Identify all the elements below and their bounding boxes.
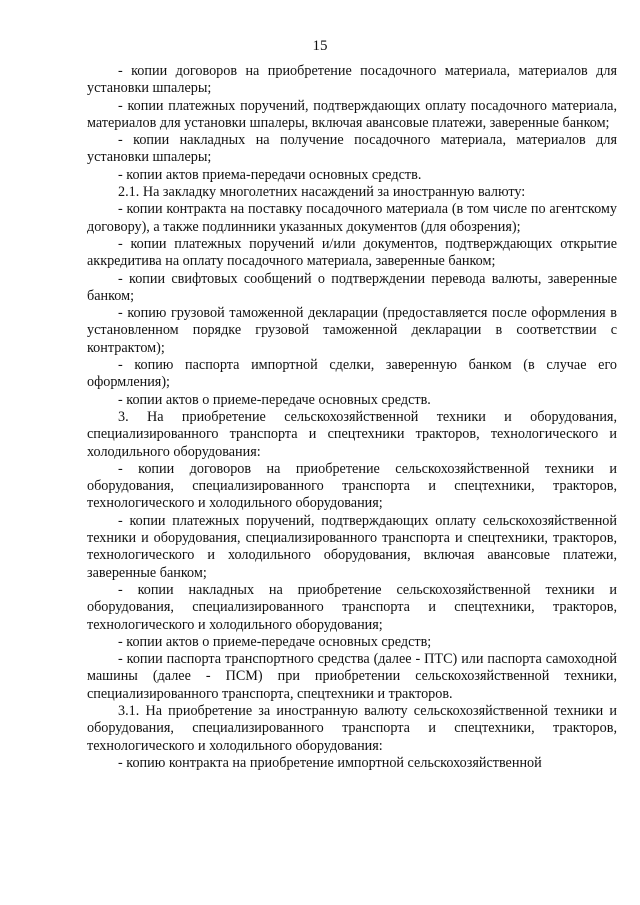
paragraph: - копии паспорта транспортного средства (далее - ПТС) или паспорта самоходной машины (далее - ПСМ) при приобретении сельскохозяйственной техники, специализированного транспорта, спецтехники и тракторов. <box>87 651 617 702</box>
paragraph: - копию паспорта импортной сделки, заверенную банком (в случае его оформления); <box>87 357 617 391</box>
paragraph: - копию контракта на приобретение импортной сельскохозяйственной <box>118 754 542 771</box>
paragraph: - копии договоров на приобретение сельскохозяйственной техники и оборудования, специализированного транспорта и спецтехники, тракторов, технологического и холодильного оборудования; <box>87 460 617 512</box>
paragraph: - копии актов приема-передачи основных средств. <box>118 166 422 183</box>
page-number: 15 <box>312 38 328 54</box>
paragraph: 3.1. На приобретение за иностранную валюту сельскохозяйственной техники и оборудования, специализированного транспорта и спецтехники, тракторов, технологического и холодильного оборудования: <box>87 702 617 754</box>
paragraph: - копии договоров на приобретение посадочного материала, материалов для установки шпалеры; <box>87 63 617 97</box>
paragraph: 2.1. На закладку многолетних насаждений за иностранную валюту: <box>118 184 526 201</box>
paragraph: - копии платежных поручений, подтверждающих оплату посадочного материала, материалов для установки шпалеры, включая авансовые платежи, заверенные банком; <box>87 97 617 131</box>
paragraph: - копии актов о приеме-передаче основных средств; <box>118 633 432 650</box>
paragraph: 3. На приобретение сельскохозяйственной техники и оборудования, специализированного транспорта и спецтехники тракторов, технологического и холодильного оборудования: <box>87 408 617 460</box>
paragraph: - копии накладных на приобретение сельскохозяйственной техники и оборудования, специализированного транспорта и спецтехники, тракторов, технологического и холодильного оборудования; <box>87 581 617 633</box>
paragraph: - копии свифтовых сообщений о подтверждении перевода валюты, заверенные банком; <box>87 270 617 304</box>
paragraph: - копии контракта на поставку посадочного материала (в том числе по агентскому договору), а также подлинники указанных документов (для обозрения); <box>87 201 617 235</box>
paragraph: - копии актов о приеме-передаче основных средств. <box>118 391 431 408</box>
paragraph: - копии платежных поручений и/или документов, подтверждающих открытие аккредитива на оплату посадочного материала, заверенные банком; <box>87 235 617 270</box>
document-body <box>87 63 617 772</box>
paragraph: - копии платежных поручений, подтверждающих оплату сельскохозяйственной техники и оборудования, специализированного транспорта и спецтехники, тракторов, технологического и холодильного оборудования, включая авансовые платежи, заверенные банком; <box>87 512 617 581</box>
paragraph: - копию грузовой таможенной декларации (предоставляется после оформления в установленном порядке грузовой таможенной декларации в соответствии с контрактом); <box>87 305 617 356</box>
paragraph: - копии накладных на получение посадочного материала, материалов для установки шпалеры; <box>87 132 617 166</box>
